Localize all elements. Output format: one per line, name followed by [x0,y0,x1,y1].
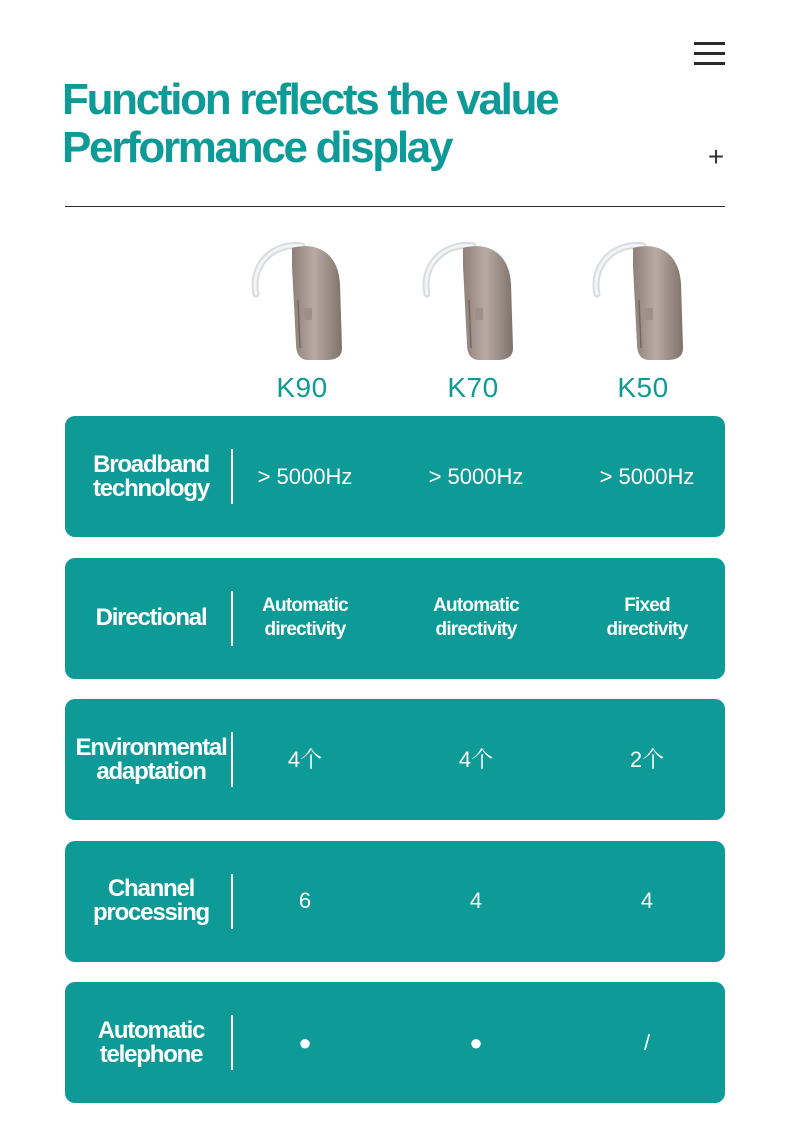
cell-k70 [396,558,556,679]
cell-value: Automatic directivity [262,595,348,640]
cell-value: 4 [640,888,654,913]
cell-value: Fixed directivity [606,595,688,640]
cell-value: > 5000Hz [257,463,353,489]
header-divider [65,206,725,207]
comparison-row-channel [65,841,725,962]
product-name: K70 [447,372,499,403]
row-label: Directional [95,604,207,631]
cell-value: ● [469,1029,483,1055]
menu-line [694,52,725,55]
menu-button[interactable] [694,42,726,66]
cell-value: ● [298,1029,312,1055]
comparison-row-environmental [65,699,725,820]
cell-value: 6 [298,888,312,913]
cell-value: 2个 [629,746,665,772]
row-label: Channel processing [92,875,210,926]
cell-value: > 5000Hz [428,463,524,489]
product-k50[interactable] [578,230,708,410]
product-name: K50 [617,372,669,403]
menu-line [694,62,725,65]
cell-k90 [225,416,385,537]
cell-k50 [567,558,727,679]
product-name: K90 [276,372,328,403]
comparison-row-directional [65,558,725,679]
cell-value: / [643,1029,651,1055]
comparison-row-broadband [65,416,725,537]
page-title [62,76,622,172]
product-row [0,230,790,410]
title-line-2: Performance display [62,123,452,172]
cell-k90 [225,841,385,962]
expand-plus-icon[interactable]: + [707,141,725,172]
cell-k70 [396,699,556,820]
title-line-1: Function reflects the value [62,75,558,124]
cell-k50 [567,416,727,537]
hearing-aid-image [583,236,683,362]
cell-k50 [567,841,727,962]
hearing-aid-image [242,236,342,362]
row-label: Environmental adaptation [75,733,227,785]
comparison-table [65,416,725,1124]
cell-value: Automatic directivity [433,595,519,640]
row-label: Broadband technology [92,450,209,502]
cell-k70 [396,416,556,537]
product-k70[interactable] [408,230,538,410]
row-label: Automatic telephone [97,1016,205,1068]
comparison-row-telephone [65,982,725,1103]
cell-value: 4个 [458,746,494,772]
cell-k50 [567,982,727,1103]
cell-k90 [225,699,385,820]
cell-value: 4 [469,888,483,913]
cell-value: 4个 [287,746,323,772]
cell-k50 [567,699,727,820]
cell-k90 [225,982,385,1103]
cell-k70 [396,982,556,1103]
menu-line [694,42,725,45]
cell-k70 [396,841,556,962]
product-k90[interactable] [237,230,367,410]
cell-value: > 5000Hz [599,463,695,489]
cell-k90 [225,558,385,679]
hearing-aid-image [413,236,513,362]
